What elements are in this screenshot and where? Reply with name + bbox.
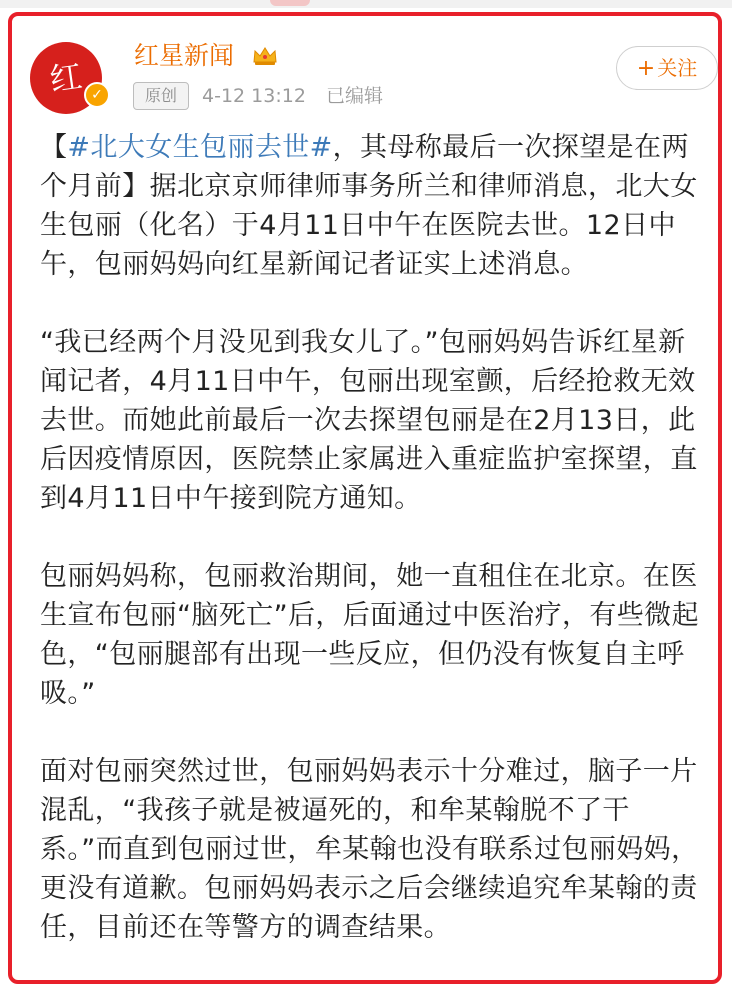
paragraph-3: 包丽妈妈称，包丽救治期间，她一直租住在北京。在医生宣布包丽“脑死亡”后，后面通过中医治疗，有些微起色，“包丽腿部有出现一些反应，但仍没有恢复自主呼吸。” (40, 561, 699, 709)
original-badge: 原创 (133, 82, 189, 110)
verified-icon: ✓ (84, 82, 110, 108)
paragraph-4: 面对包丽突然过世，包丽妈妈表示十分难过，脑子一片混乱，“我孩子就是被逼死的，和牟某翰脱不了干系。”而直到包丽过世，牟某翰也没有联系过包丽妈妈，更没有道歉。包丽妈妈表示之后会继续追究牟某翰的责任，目前还在等警方的调查结果。 (40, 756, 699, 943)
post-body (40, 128, 712, 947)
paragraph-1 (40, 128, 712, 284)
hashtag-link[interactable]: #北大女生包丽去世# (67, 132, 333, 163)
bracket-open: 【 (40, 132, 68, 163)
top-strip (0, 0, 732, 8)
post-timestamp: 4-12 13:12 (202, 85, 306, 107)
plus-icon: + (636, 56, 656, 81)
top-decoration (270, 0, 310, 6)
crown-icon (252, 46, 278, 66)
follow-button[interactable] (616, 46, 718, 90)
paragraph-2: “我已经两个月没见到我女儿了。”包丽妈妈告诉红星新闻记者，4月11日中午，包丽出现室颤，后经抢救无效去世。而她此前最后一次去探望包丽是在2月13日，此后因疫情原因，医院禁止家属进入重症监护室探望，直到4月11日中午接到院方通知。 (40, 327, 698, 514)
paragraph-1-text: ，其母称最后一次探望是在两个月前】据北京京师律师事务所兰和律师消息，北大女生包丽（化名）于4月11日中午在医院去世。12日中午，包丽妈妈向红星新闻记者证实上述消息。 (40, 132, 698, 280)
post-card (8, 12, 722, 984)
avatar-logo: 红星 (47, 56, 85, 100)
follow-label: 关注 (657, 56, 698, 80)
edited-label[interactable]: 已编辑 (326, 85, 384, 107)
author-name[interactable]: 红星新闻 (134, 41, 235, 70)
